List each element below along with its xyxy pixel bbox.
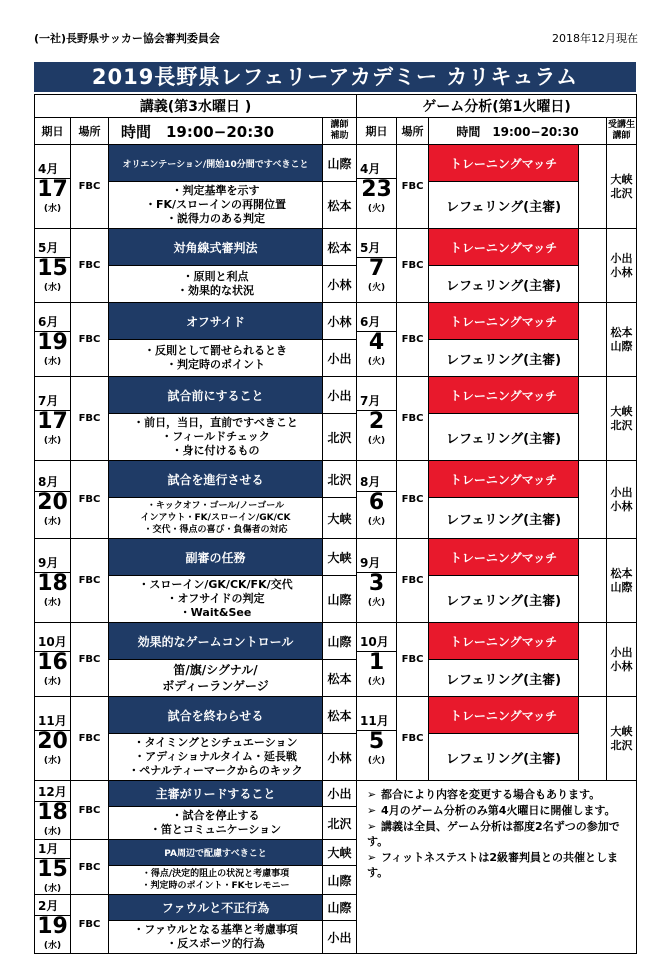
lecture-assistant: 山際 bbox=[323, 576, 357, 623]
training-match: トレーニングマッチ bbox=[429, 145, 579, 182]
lecture-date: 6月 19 (水) bbox=[35, 303, 71, 377]
lecture-assistant: 小林 bbox=[323, 266, 357, 303]
lecture-section-header: 講義(第3水曜日 ) bbox=[35, 95, 357, 118]
game-trainee bbox=[579, 145, 607, 229]
lecture-row bbox=[35, 461, 637, 498]
lecture-date: 12月 18 (水) bbox=[35, 781, 71, 840]
game-date: 5月 7 (火) bbox=[357, 229, 397, 303]
col-place: 場所 bbox=[71, 118, 109, 145]
lecture-topic: オリエンテーション/開始10分間ですべきこと bbox=[109, 145, 323, 182]
game-date: 11月 5 (火) bbox=[357, 697, 397, 781]
game-trainee bbox=[579, 377, 607, 461]
lecture-assistant: 小出 bbox=[323, 921, 357, 954]
lecture-date: 1月 15 (水) bbox=[35, 840, 71, 895]
lecture-row-lower bbox=[35, 340, 637, 377]
lecture-date: 7月 17 (水) bbox=[35, 377, 71, 461]
lecture-row bbox=[35, 623, 637, 660]
refereeing-main: レフェリング(主審) bbox=[429, 340, 579, 377]
lecture-place: FBC bbox=[71, 303, 109, 377]
lecture-assistant: 大峡 bbox=[323, 498, 357, 539]
game-date: 7月 2 (火) bbox=[357, 377, 397, 461]
org-name: (一社)長野県サッカー協会審判委員会 bbox=[34, 32, 220, 45]
lecture-instructor: 小林 bbox=[323, 303, 357, 340]
training-match: トレーニングマッチ bbox=[429, 377, 579, 414]
lecture-points: ・得点/決定的阻止の状況と考慮事項 ・判定時のポイント・FKセレモニー bbox=[109, 866, 323, 895]
game-instructor: 大峡 北沢 bbox=[607, 377, 637, 461]
game-place: FBC bbox=[397, 145, 429, 229]
lecture-row bbox=[35, 539, 637, 576]
lecture-place: FBC bbox=[71, 229, 109, 303]
game-instructor: 松本 山際 bbox=[607, 539, 637, 623]
col-date: 期日 bbox=[35, 118, 71, 145]
lecture-row bbox=[35, 303, 637, 340]
game-date: 10月 1 (火) bbox=[357, 623, 397, 697]
game-place: FBC bbox=[397, 303, 429, 377]
lecture-points: ・前日，当日，直前ですべきこと ・フィールドチェック ・身に付けるもの bbox=[109, 414, 323, 461]
lecture-instructor: 山際 bbox=[323, 145, 357, 182]
lecture-topic: 対角線式審判法 bbox=[109, 229, 323, 266]
lecture-assistant: 松本 bbox=[323, 660, 357, 697]
lecture-place: FBC bbox=[71, 697, 109, 781]
refereeing-main: レフェリング(主審) bbox=[429, 734, 579, 781]
lecture-instructor: 松本 bbox=[323, 697, 357, 734]
game-instructor: 小出 小林 bbox=[607, 461, 637, 539]
lecture-points: ・タイミングとシチュエーション ・アディショナルタイム・延長戦 ・ペナルティーマークからのキック bbox=[109, 734, 323, 781]
lecture-date: 4月 17 (水) bbox=[35, 145, 71, 229]
col-instructor: 講師 補助 bbox=[323, 118, 357, 145]
lecture-instructor: 小出 bbox=[323, 781, 357, 807]
lecture-assistant: 松本 bbox=[323, 182, 357, 229]
notes-box bbox=[357, 781, 637, 954]
lecture-place: FBC bbox=[71, 377, 109, 461]
lecture-row-lower bbox=[35, 660, 637, 697]
lecture-assistant: 小出 bbox=[323, 340, 357, 377]
refereeing-main: レフェリング(主審) bbox=[429, 182, 579, 229]
lecture-topic: PA周辺で配慮すべきこと bbox=[109, 840, 323, 866]
lecture-instructor: 大峡 bbox=[323, 840, 357, 866]
training-match: トレーニングマッチ bbox=[429, 539, 579, 576]
lecture-place: FBC bbox=[71, 461, 109, 539]
game-place: FBC bbox=[397, 461, 429, 539]
training-match: トレーニングマッチ bbox=[429, 229, 579, 266]
lecture-date: 11月 20 (水) bbox=[35, 697, 71, 781]
lecture-place: FBC bbox=[71, 840, 109, 895]
lecture-instructor: 北沢 bbox=[323, 461, 357, 498]
lecture-date: 2月 19 (水) bbox=[35, 895, 71, 954]
as-of-date: 2018年12月現在 bbox=[552, 32, 638, 45]
lecture-points: ・判定基準を示す ・FK/スローインの再開位置 ・説得力のある判定 bbox=[109, 182, 323, 229]
note-item: ➢ 講義は全員、ゲーム分析は都度2名ずつの参加です。 bbox=[367, 820, 620, 848]
lecture-topic: 試合を終わらせる bbox=[109, 697, 323, 734]
lecture-date: 10月 16 (水) bbox=[35, 623, 71, 697]
lecture-instructor: 山際 bbox=[323, 623, 357, 660]
lecture-row-lower bbox=[35, 182, 637, 229]
lecture-topic: オフサイド bbox=[109, 303, 323, 340]
lecture-topic: 試合を進行させる bbox=[109, 461, 323, 498]
game-place: FBC bbox=[397, 229, 429, 303]
lecture-points: 笛/旗/シグナル/ ボディーランゲージ bbox=[109, 660, 323, 697]
lecture-instructor: 小出 bbox=[323, 377, 357, 414]
lecture-instructor: 山際 bbox=[323, 895, 357, 921]
col-g-trainee: 受講生 講師 bbox=[607, 118, 637, 145]
lecture-topic: 試合前にすること bbox=[109, 377, 323, 414]
note-item: ➢ 都合により内容を変更する場合もあります。 bbox=[367, 788, 601, 801]
game-instructor: 大峡 北沢 bbox=[607, 145, 637, 229]
game-instructor: 小出 小林 bbox=[607, 623, 637, 697]
lecture-assistant: 北沢 bbox=[323, 807, 357, 840]
refereeing-main: レフェリング(主審) bbox=[429, 498, 579, 539]
lecture-place: FBC bbox=[71, 781, 109, 840]
game-trainee bbox=[579, 539, 607, 623]
game-trainee bbox=[579, 697, 607, 781]
game-section-header: ゲーム分析(第1火曜日) bbox=[357, 95, 637, 118]
lecture-row bbox=[35, 229, 637, 266]
game-trainee bbox=[579, 229, 607, 303]
lecture-date: 8月 20 (水) bbox=[35, 461, 71, 539]
training-match: トレーニングマッチ bbox=[429, 303, 579, 340]
lecture-topic: 主審がリードすること bbox=[109, 781, 323, 807]
lecture-assistant: 山際 bbox=[323, 866, 357, 895]
game-place: FBC bbox=[397, 539, 429, 623]
lecture-place: FBC bbox=[71, 539, 109, 623]
lecture-topic: 副審の任務 bbox=[109, 539, 323, 576]
training-match: トレーニングマッチ bbox=[429, 461, 579, 498]
lecture-row bbox=[35, 781, 637, 807]
col-g-time: 時間 19:00−20:30 bbox=[429, 118, 607, 145]
game-instructor: 松本 山際 bbox=[607, 303, 637, 377]
game-instructor: 大峡 北沢 bbox=[607, 697, 637, 781]
note-item: ➢ 4月のゲーム分析のみ第4火曜日に開催します。 bbox=[367, 804, 616, 817]
lecture-place: FBC bbox=[71, 145, 109, 229]
game-place: FBC bbox=[397, 697, 429, 781]
lecture-row bbox=[35, 377, 637, 414]
lecture-topic: ファウルと不正行為 bbox=[109, 895, 323, 921]
game-place: FBC bbox=[397, 377, 429, 461]
training-match: トレーニングマッチ bbox=[429, 623, 579, 660]
lecture-place: FBC bbox=[71, 895, 109, 954]
col-g-date: 期日 bbox=[357, 118, 397, 145]
refereeing-main: レフェリング(主審) bbox=[429, 414, 579, 461]
lecture-points: ・試合を停止する ・笛とコミュニケーション bbox=[109, 807, 323, 840]
lecture-points: ・キックオフ・ゴール/ノーゴール インアウト・FK/スローイン/GK/CK ・交代・得点の喜び・負傷者の対応 bbox=[109, 498, 323, 539]
curriculum-table bbox=[34, 94, 637, 954]
lecture-date: 9月 18 (水) bbox=[35, 539, 71, 623]
refereeing-main: レフェリング(主審) bbox=[429, 576, 579, 623]
lecture-date: 5月 15 (水) bbox=[35, 229, 71, 303]
game-date: 6月 4 (火) bbox=[357, 303, 397, 377]
lecture-row-lower bbox=[35, 576, 637, 623]
lecture-instructor: 松本 bbox=[323, 229, 357, 266]
game-place: FBC bbox=[397, 623, 429, 697]
lecture-place: FBC bbox=[71, 623, 109, 697]
game-trainee bbox=[579, 623, 607, 697]
refereeing-main: レフェリング(主審) bbox=[429, 266, 579, 303]
lecture-row bbox=[35, 145, 637, 182]
lecture-row bbox=[35, 697, 637, 734]
game-trainee bbox=[579, 461, 607, 539]
lecture-assistant: 北沢 bbox=[323, 414, 357, 461]
game-date: 9月 3 (火) bbox=[357, 539, 397, 623]
lecture-row-lower bbox=[35, 266, 637, 303]
curriculum-sheet bbox=[34, 94, 636, 954]
training-match: トレーニングマッチ bbox=[429, 697, 579, 734]
refereeing-main: レフェリング(主審) bbox=[429, 660, 579, 697]
col-time: 時間 19:00−20:30 bbox=[109, 118, 323, 145]
col-g-place: 場所 bbox=[397, 118, 429, 145]
lecture-topic: 効果的なゲームコントロール bbox=[109, 623, 323, 660]
lecture-points: ・ファウルとなる基準と考慮事項 ・反スポーツ的行為 bbox=[109, 921, 323, 954]
lecture-row-lower bbox=[35, 498, 637, 539]
lecture-points: ・スローイン/GK/CK/FK/交代 ・オフサイドの判定 ・Wait&See bbox=[109, 576, 323, 623]
lecture-instructor: 大峡 bbox=[323, 539, 357, 576]
game-trainee bbox=[579, 303, 607, 377]
game-date: 8月 6 (火) bbox=[357, 461, 397, 539]
page-title: 2019長野県レフェリーアカデミー カリキュラム bbox=[34, 62, 636, 92]
lecture-row-lower bbox=[35, 734, 637, 781]
lecture-assistant: 小林 bbox=[323, 734, 357, 781]
lecture-points: ・反則として罰せられるとき ・判定時のポイント bbox=[109, 340, 323, 377]
lecture-points: ・原則と利点 ・効果的な状況 bbox=[109, 266, 323, 303]
game-date: 4月 23 (火) bbox=[357, 145, 397, 229]
lecture-row-lower bbox=[35, 414, 637, 461]
game-instructor: 小出 小林 bbox=[607, 229, 637, 303]
note-item: ➢ フィットネステストは2級審判員との共催とします。 bbox=[367, 851, 619, 879]
